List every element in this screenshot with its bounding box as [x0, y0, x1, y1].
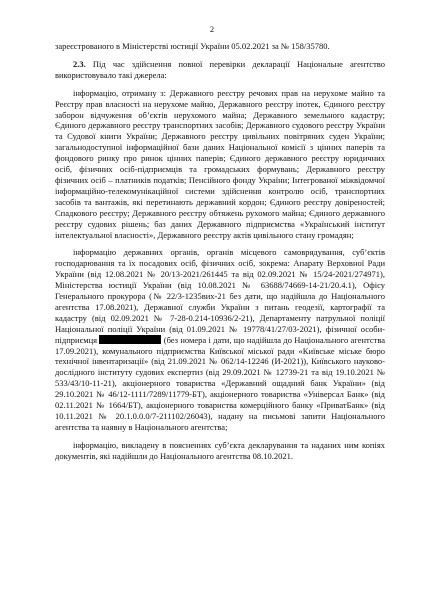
document-body: [55, 41, 385, 469]
redacted-name-block: [99, 335, 161, 344]
registries-source-paragraph: інформацію, отриману з: Державного реєстру речових прав на нерухоме майно та Реєстру прав власності на нерухоме майно, Державного реєстру іпотек, Єдиного реєстру заборон відчуження об’єктів нерухомого майна; Державного земельного кадастру; Єдиного державного реєстру транспортних засобів; Державного судового реєстру України та Судової книги України; Державного реєстру цивільних повітряних суден України; загальнодоступної інформаційної бази даних Національної комісії з цінних паперів та фондового ринку про ринок цінних паперів; Єдиного державного реєстру юридичних осіб, фізичних осіб-підприємців та громадських формувань; Державного реєстру фізичних осіб – платників податків; Пенсійного фонду України; Інтегрованої міжвідомчої інформаційно-телекомунікаційної системи здійснення контролю осіб, транспортних засобів та вантажів, які перетинають державний кордон; Єдиного реєстру довіреностей; Спадкового реєстру; Державного реєстру обтяжень рухомого майна; Єдиного державного реєстру судових рішень; баз даних Державного підприємства «Український інститут інтелектуальної власності», Державного реєстру актів цивільного стану громадян;: [55, 87, 385, 240]
section-2-3-paragraph: [55, 59, 385, 81]
authorities-text-part-2: (без номера і дати, що надійшла до Національного агентства 17.09.2021), комунального підприємства Київської міської ради «Київське міське бюро технічної інвентаризації» (від 21.09.2021 № 062/14-12246 (И-2021)), Київського науково-дослідного інституту судових експертиз (від 29.09.2021 № 12739-21 та від 19.10.2021 № 533/43/10-11-21), акціонерного товариства «Державний ощадний банк України» (від 29.10.2021 № 46/12-1111/7289/11779-БТ), акціонерного товариства «Універсал Банк» (від 02.11.2021 № 1664/БТ), акціонерного товариства комерційного банку «ПриватБанк» (від 10.11.2021 № 20.1.0.0.0/7-211102/26043), надану на письмові запити Національного агентства та наявну в Національного агентства;: [55, 334, 385, 432]
registration-paragraph: зареєстрованого в Міністерстві юстиції України 05.02.2021 за № 158/35780.: [55, 41, 330, 51]
section-number: 2.3.: [73, 58, 86, 69]
authorities-source-paragraph: [55, 247, 385, 432]
section-2-3-text: Під час здійснення повної перевірки декларації Національне агентство використовувало такі джерела:: [55, 58, 385, 80]
authorities-text-part-1: інформацію державних органів, органів місцевого самоврядування, суб’єктів господарювання та їх посадових осіб, фізичних осіб, зокрема: Апарату Верховної Ради України (від 12.08.2021 № 20/13-2021/261445 та від 02.09.2021 № 15/24-2021/274971), Міністерства юстиції України (від 10.08.2021 № 63688/74669-14-21/20.4.1), Офісу Генерального прокурора (№ 22/3-1235вих-21 без дати, що надійшла до Національного агентства 17.08.2021), Державної служби України з питань геодезії, картографії та кадастру (від 02.09.2021 № 7-28-0.214-10936/2-21), Департаменту патрульної поліції Національної поліції України (від 01.09.2021 № 19778/41/27/03-2021), фізичної особи-підприємця: [55, 247, 385, 345]
page-number: 2: [209, 24, 215, 34]
explanations-source-paragraph: інформацію, викладену в поясненнях суб’єкта декларування та наданих ним копіях документів, які надійшли до Національного агентства 08.10.2021.: [55, 439, 385, 461]
